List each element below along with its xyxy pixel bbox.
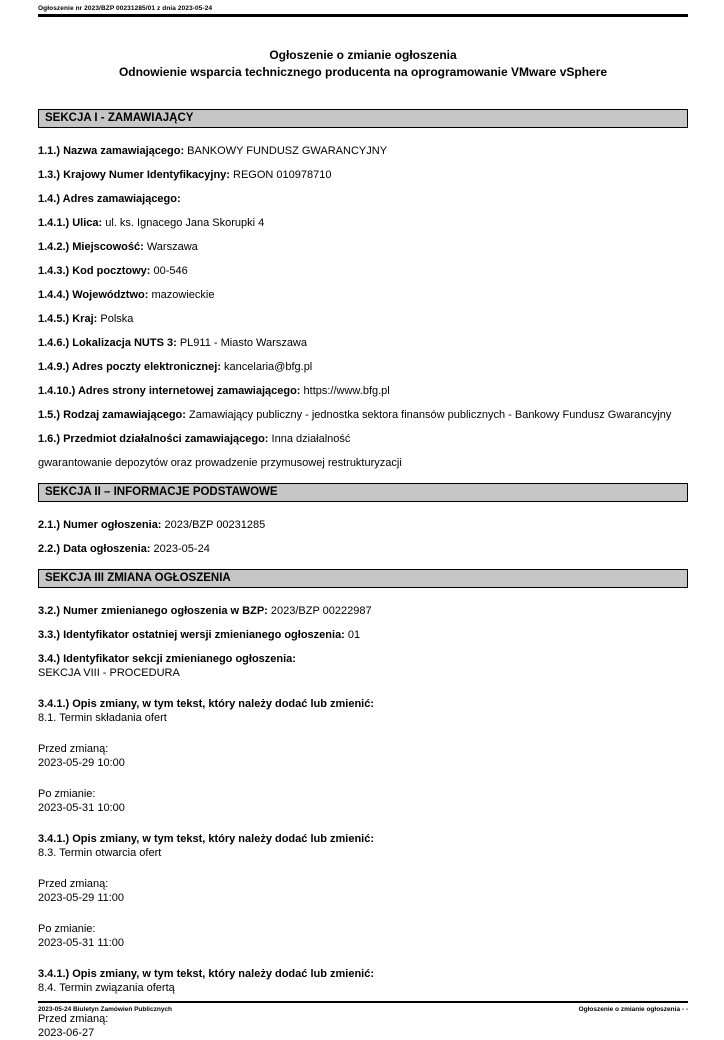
section-heading: SEKCJA I - ZAMAWIAJĄCY — [38, 109, 688, 128]
document-item: Po zmianie: 2023-05-31 10:00 — [38, 788, 125, 814]
footer-right-text: Ogłoszenie o zmianie ogłoszenia - - — [578, 1006, 688, 1013]
document-item: gwarantowanie depozytów oraz prowadzenie przymusowej restrukturyzacji — [38, 457, 402, 469]
header-note: Ogłoszenie nr 2023/BZP 00231285/01 z dnia 2023-05-24 — [38, 5, 213, 12]
document-item: 1.4.4.) Województwo: mazowieckie — [38, 289, 215, 301]
document-item: 1.1.) Nazwa zamawiającego: BANKOWY FUNDUSZ GWARANCYJNY — [38, 145, 388, 157]
document-item: 1.3.) Krajowy Numer Identyfikacyjny: REGON 010978710 — [38, 169, 332, 181]
document-item: 1.4.9.) Adres poczty elektronicznej: kancelaria@bfg.pl — [38, 361, 313, 373]
page-footer — [38, 1001, 688, 1013]
document-item: 1.4.6.) Lokalizacja NUTS 3: PL911 - Miasto Warszawa — [38, 337, 307, 349]
document-item: 3.2.) Numer zmienianego ogłoszenia w BZP: 2023/BZP 00222987 — [38, 605, 372, 617]
document-section — [38, 569, 688, 1040]
document-item: 3.4.1.) Opis zmiany, w tym tekst, który należy dodać lub zmienić: 8.3. Termin otwarcia ofert — [38, 833, 375, 859]
document-title — [38, 47, 688, 81]
document-item: Po zmianie: 2023-05-31 11:00 — [38, 923, 125, 949]
document-item: 2.2.) Data ogłoszenia: 2023-05-24 — [38, 543, 210, 555]
title-line-2: Odnowienie wsparcia technicznego producenta na oprogramowanie VMware vSphere — [118, 65, 608, 79]
title-line-1: Ogłoszenie o zmianie ogłoszenia — [269, 48, 457, 62]
document-page — [38, 0, 688, 1039]
section-heading: SEKCJA III ZMIANA OGŁOSZENIA — [38, 569, 688, 588]
document-item: 3.4.) Identyfikator sekcji zmienianego ogłoszenia: SEKCJA VIII - PROCEDURA — [38, 653, 296, 679]
document-item: 1.5.) Rodzaj zamawiającego: Zamawiający publiczny - jednostka sektora finansów publicznych - Bankowy Fundusz Gwarancyjny — [38, 409, 672, 421]
document-item: 3.3.) Identyfikator ostatniej wersji zmienianego ogłoszenia: 01 — [38, 629, 361, 641]
document-item: 3.4.1.) Opis zmiany, w tym tekst, który należy dodać lub zmienić: 8.1. Termin składania ofert — [38, 698, 375, 724]
document-section — [38, 483, 688, 556]
section-heading: SEKCJA II – INFORMACJE PODSTAWOWE — [38, 483, 688, 502]
document-item: 2.1.) Numer ogłoszenia: 2023/BZP 00231285 — [38, 519, 266, 531]
document-item: 1.4.3.) Kod pocztowy: 00-546 — [38, 265, 188, 277]
document-item: 1.4.2.) Miejscowość: Warszawa — [38, 241, 198, 253]
document-section — [38, 109, 688, 470]
document-item: Przed zmianą: 2023-06-27 — [38, 1013, 109, 1039]
document-item: 1.6.) Przedmiot działalności zamawiającego: Inna działalność — [38, 433, 351, 445]
document-item: Przed zmianą: 2023-05-29 11:00 — [38, 878, 125, 904]
document-item: 3.4.1.) Opis zmiany, w tym tekst, który należy dodać lub zmienić: 8.4. Termin związania ofertą — [38, 968, 375, 994]
footer-left-text: 2023-05-24 Biuletyn Zamówień Publicznych — [38, 1006, 173, 1013]
document-item: 1.4.) Adres zamawiającego: — [38, 193, 181, 205]
document-item: 1.4.1.) Ulica: ul. ks. Ignacego Jana Skorupki 4 — [38, 217, 265, 229]
document-body — [38, 109, 688, 1040]
header-divider — [38, 14, 688, 17]
document-item: 1.4.5.) Kraj: Polska — [38, 313, 134, 325]
document-item: 1.4.10.) Adres strony internetowej zamawiającego: https://www.bfg.pl — [38, 385, 390, 397]
document-item: Przed zmianą: 2023-05-29 10:00 — [38, 743, 125, 769]
